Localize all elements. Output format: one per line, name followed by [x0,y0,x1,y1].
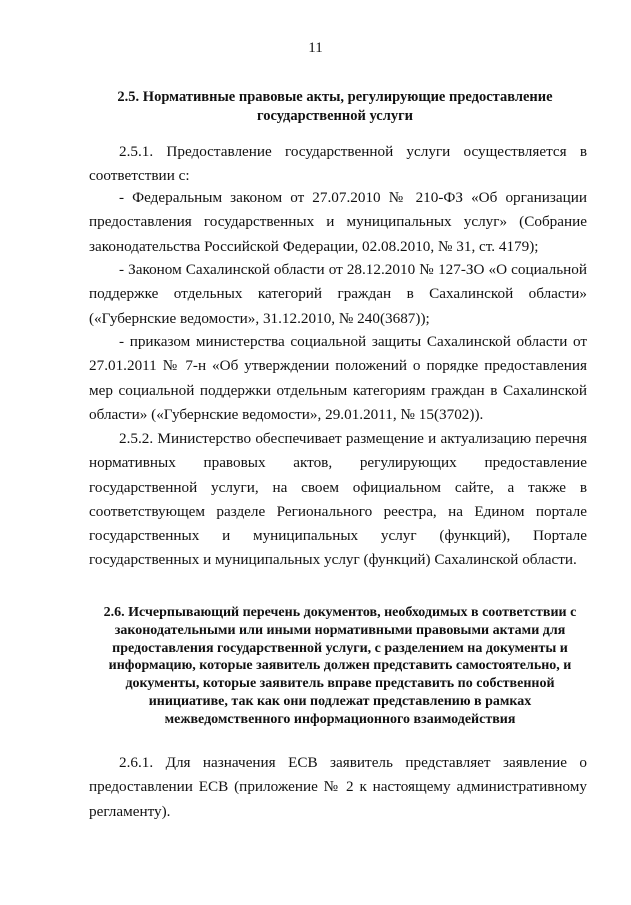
section-heading-2-5: 2.5. Нормативные правовые акты, регулирующие предоставление государственной услуги [117,89,553,124]
section-heading-2-6: 2.6. Исчерпывающий перечень документов, необходимых в соответствии с законодательными или иными нормативными правовыми актами для предоставления государственной услуги, с разделением на документы и информацию, которые заявитель должен представить самостоятельно, и документы, которые заявитель вправе представить по собственной инициативе, так как они подлежат представлению в рамках межведомственного информационного взаимодействия [103,605,577,727]
list-item-federal-law: - Федеральным законом от 27.07.2010 № 210-ФЗ «Об организации предоставления государственных и муниципальных услуг» (Собрание законодательства Российской Федерации, 02.08.2010, № 31, ст. 4179); [89,189,587,255]
paragraph-2-5-1: 2.5.1. Предоставление государственной услуги осуществляется в соответствии с: [89,143,587,185]
paragraph-2-5-2: 2.5.2. Министерство обеспечивает размещение и актуализацию перечня нормативных правовых актов, регулирующих предоставление государственной услуги, на своем официальном сайте, а также в соответствующем разделе Регионального реестра, на Едином портале государственных и муниципальных услуг (функций), Портале государственных и муниципальных услуг (функций) Сахалинской области. [89,430,587,569]
list-item-regional-law: - Законом Сахалинской области от 28.12.2010 № 127-ЗО «О социальной поддержке отдельных категорий граждан в Сахалинской области» («Губернские ведомости», 31.12.2010, № 240(3687)); [89,261,587,327]
paragraph-2-6-1: 2.6.1. Для назначения ЕСВ заявитель представляет заявление о предоставлении ЕСВ (приложение № 2 к настоящему административному регламенту). [89,754,587,820]
list-item-ministry-order: - приказом министерства социальной защиты Сахалинской области от 27.01.2011 № 7-н «Об утверждении положений о порядке предоставления мер социальной поддержки отдельным категориям граждан в Сахалинской области» («Губернские ведомости», 29.01.2011, № 15(3702)). [89,333,587,423]
page-number: 11 [308,40,323,56]
